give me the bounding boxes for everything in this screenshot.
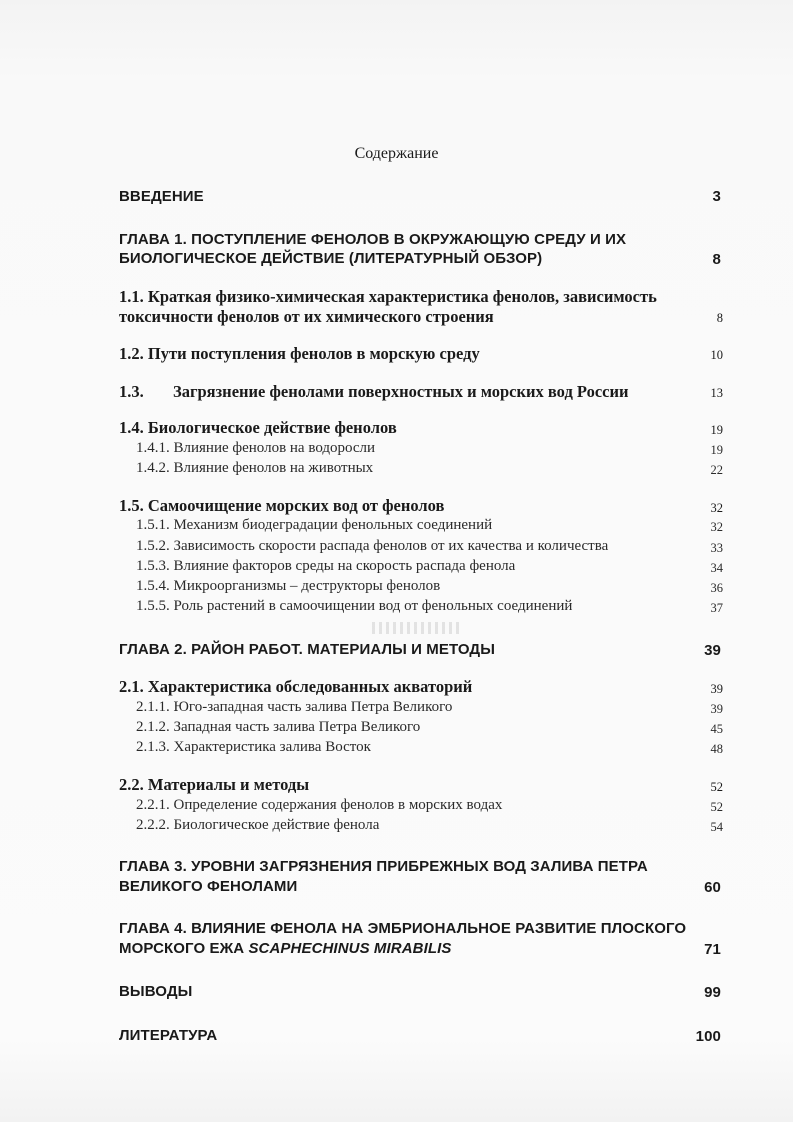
toc-entry-title: ВЫВОДЫ [119,983,193,1000]
toc-entry-page: 48 [710,742,723,756]
toc-entry-page: 39 [710,682,723,696]
toc-entry-title-line2: БИОЛОГИЧЕСКОЕ ДЕЙСТВИЕ (ЛИТЕРАТУРНЫЙ ОБЗОР) [119,250,543,267]
toc-entry-page: 100 [695,1028,721,1045]
toc-entry-title-line2 [119,940,452,957]
toc-entry-title-line1: ГЛАВА 4. ВЛИЯНИЕ ФЕНОЛА НА ЭМБРИОНАЛЬНОЕ РАЗВИТИЕ ПЛОСКОГО [119,920,687,937]
toc-entry-title: 2.2.1. Определение содержания фенолов в морских водах [136,797,503,813]
toc-entry-title: ГЛАВА 2. РАЙОН РАБОТ. МАТЕРИАЛЫ И МЕТОДЫ [119,641,495,658]
toc-entry-title: 1.4.2. Влияние фенолов на животных [136,460,374,476]
toc-entry-title: 1.5.2. Зависимость скорости распада фенолов от их качества и количества [136,538,609,554]
toc-entry-title-prefix: МОРСКОГО ЕЖА [119,940,249,957]
toc-entry-title: 2.1.1. Юго-западная часть залива Петра Великого [136,699,453,715]
toc-entry-number: 1.3. [119,382,144,401]
toc-entry-title: Загрязнение фенолами поверхностных и морских вод России [173,382,629,401]
toc-entry-page: 99 [704,984,721,1001]
scan-artifact [372,622,462,634]
toc-entry-page: 36 [710,581,723,595]
toc-entry-title: ЛИТЕРАТУРА [119,1027,218,1044]
toc-entry-title: ВВЕДЕНИЕ [119,188,204,205]
page-title: Содержание [354,145,439,162]
toc-entry-page: 10 [710,348,723,362]
toc-entry-page: 8 [712,251,721,268]
toc-entry-title: 1.5.4. Микроорганизмы – деструкторы фенолов [136,578,441,594]
toc-entry-page: 39 [710,702,723,716]
toc-entry-title-line2: ВЕЛИКОГО ФЕНОЛАМИ [119,878,298,895]
toc-entry-title: 1.2. Пути поступления фенолов в морскую среду [119,344,480,363]
toc-entry-title: 2.2. Материалы и методы [119,775,310,794]
toc-entry-page: 22 [710,463,723,477]
toc-entry-title-line1: 1.1. Краткая физико-химическая характеристика фенолов, зависимость [119,287,657,306]
toc-entry-page: 8 [716,311,723,325]
toc-entry-page: 13 [710,386,723,400]
toc-entry-title: 2.1.2. Западная часть залива Петра Великого [136,719,421,735]
toc-entry-title: 2.1.3. Характеристика залива Восток [136,739,371,755]
toc-entry-title: 1.5. Самоочищение морских вод от фенолов [119,496,445,515]
toc-entry-title: 1.4. Биологическое действие фенолов [119,418,397,437]
toc-entry-page: 34 [710,561,723,575]
toc-entry-page: 32 [710,501,723,515]
toc-entry-page: 33 [710,541,723,555]
toc-entry-title: 2.2.2. Биологическое действие фенола [136,817,380,833]
toc-entry-page: 54 [710,820,723,834]
toc-entry-title: 1.5.3. Влияние факторов среды на скорость распада фенола [136,558,516,574]
toc-entry-page: 32 [710,520,723,534]
toc-entry-page: 37 [710,601,723,615]
toc-entry-title: 1.5.5. Роль растений в самоочищении вод от фенольных соединений [136,598,573,614]
toc-entry-page: 45 [710,722,723,736]
toc-entry-page: 71 [704,941,721,958]
toc-entry-title-line1: ГЛАВА 3. УРОВНИ ЗАГРЯЗНЕНИЯ ПРИБРЕЖНЫХ ВОД ЗАЛИВА ПЕТРА [119,858,648,875]
toc-entry-title-line2: токсичности фенолов от их химического строения [119,307,494,326]
toc-entry-page: 19 [710,443,723,457]
toc-entry-title: 1.5.1. Механизм биодеградации фенольных соединений [136,517,493,533]
toc-entry-page: 39 [704,642,721,659]
toc-entry-page: 52 [710,800,723,814]
toc-entry-title: 2.1. Характеристика обследованных акваторий [119,677,473,696]
toc-entry-title-line1: ГЛАВА 1. ПОСТУПЛЕНИЕ ФЕНОЛОВ В ОКРУЖАЮЩУЮ СРЕДУ И ИХ [119,231,627,248]
toc-entry-page: 3 [712,188,721,205]
species-name: SCAPHECHINUS MIRABILIS [248,940,452,957]
toc-entry-page: 60 [704,879,721,896]
toc-entry-title: 1.4.1. Влияние фенолов на водоросли [136,440,376,456]
toc-entry-page: 52 [710,780,723,794]
toc-entry-page: 19 [710,423,723,437]
